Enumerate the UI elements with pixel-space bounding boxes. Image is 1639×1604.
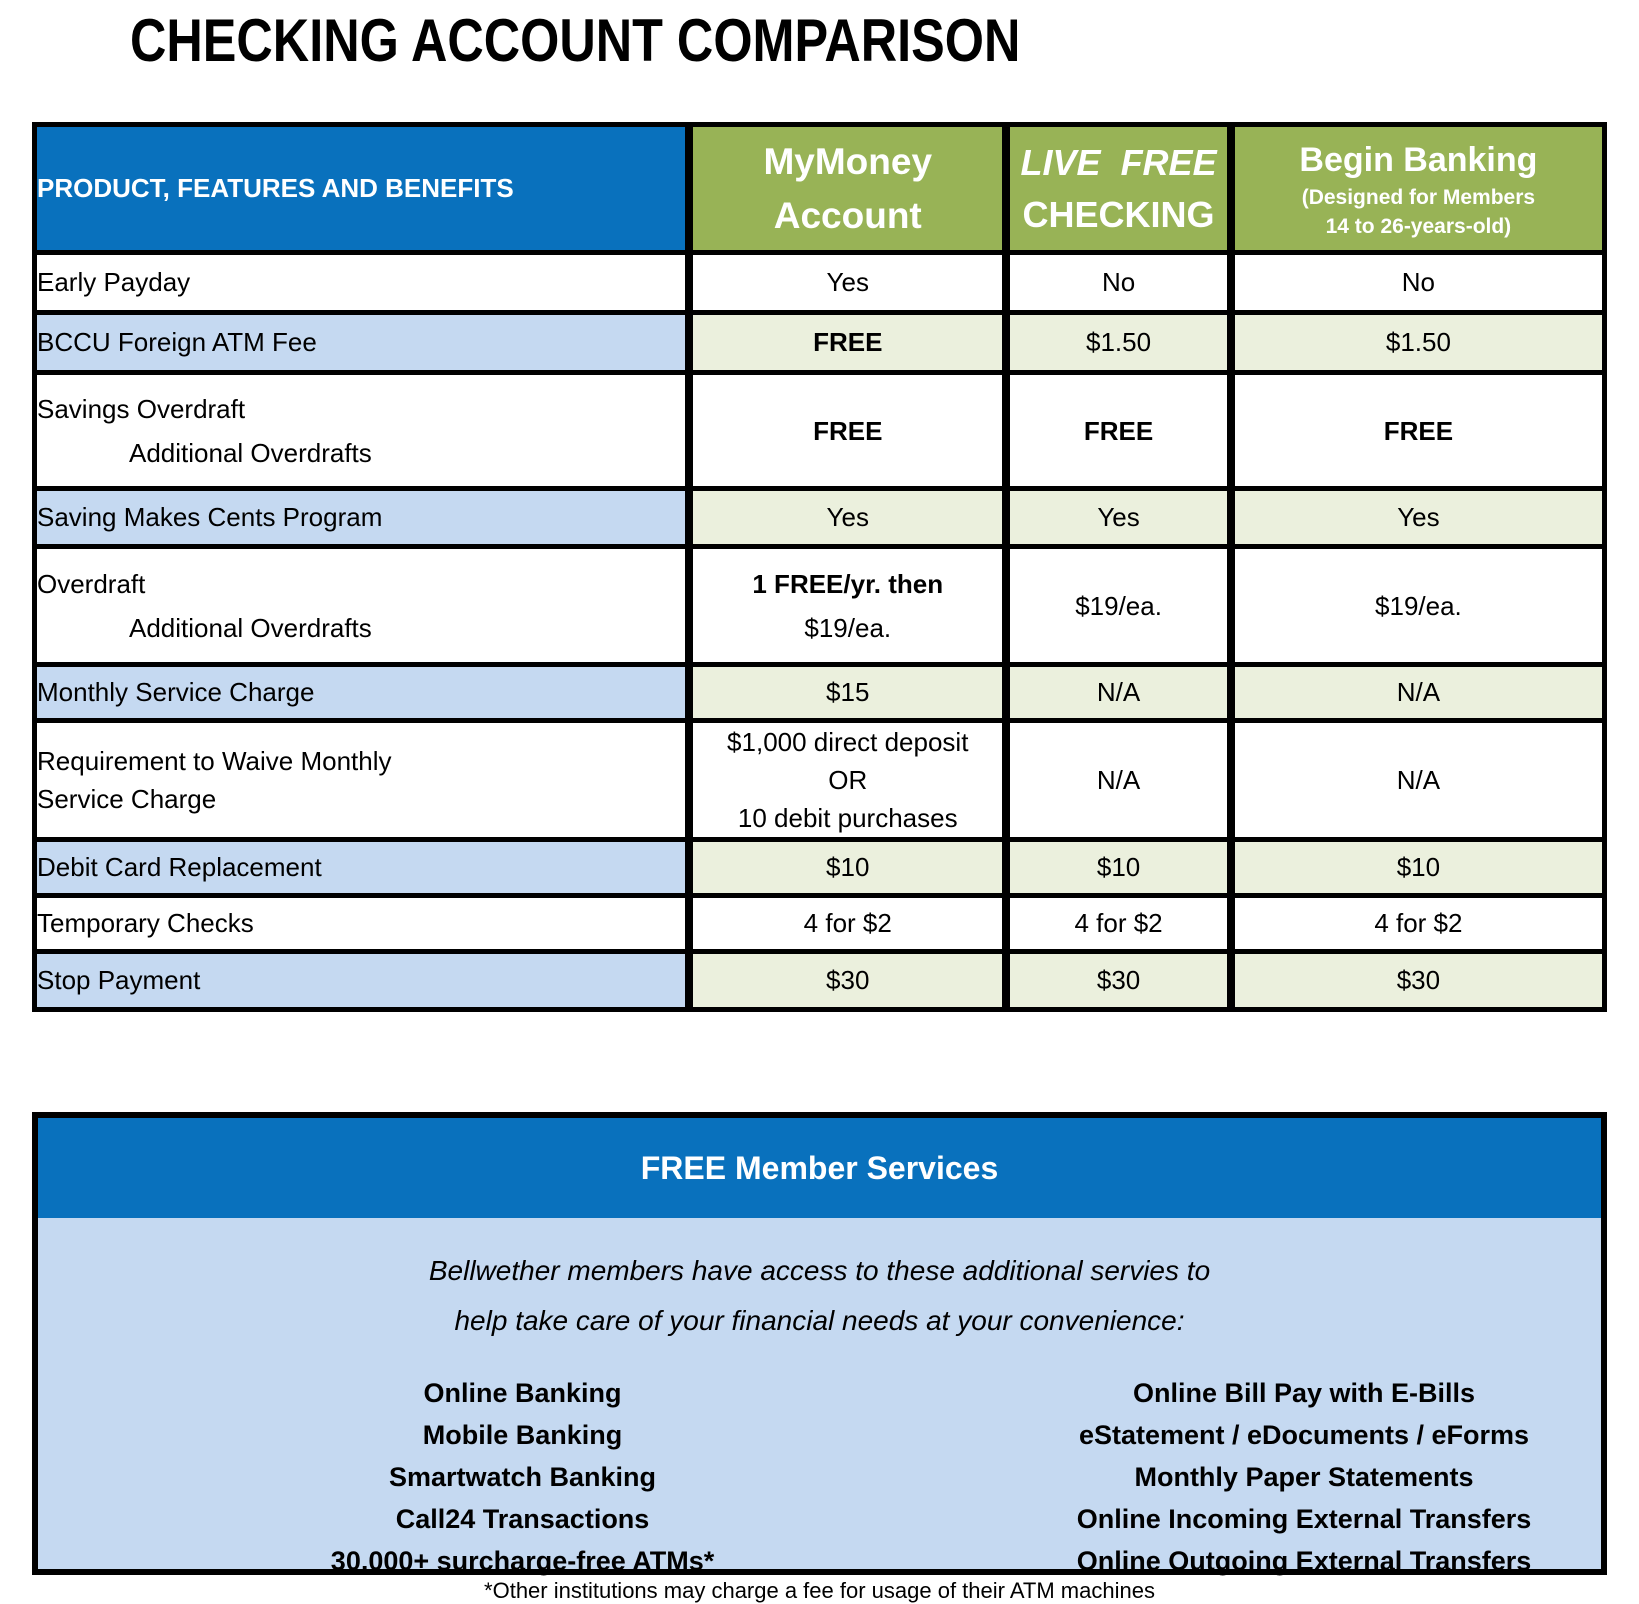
row-value <box>1231 253 1605 313</box>
row-value-line: FREE <box>1083 415 1154 446</box>
row-value <box>1006 896 1231 952</box>
livefree-line1: LIVE FREE <box>1020 141 1217 183</box>
row-value <box>1006 313 1231 373</box>
row-value-line: 4 for $2 <box>803 908 892 938</box>
row-value <box>1231 896 1605 952</box>
row-value-line: 1 FREE/yr. then <box>752 568 944 599</box>
service-item: Call24 Transactions <box>395 1504 650 1534</box>
row-label <box>35 253 690 313</box>
row-value-line: Yes <box>826 267 869 297</box>
row-value <box>1231 665 1605 721</box>
row-value <box>1006 952 1231 1010</box>
row-label-line: BCCU Foreign ATM Fee <box>37 327 317 357</box>
table-row <box>35 721 1605 840</box>
row-value <box>1006 665 1231 721</box>
row-value-line: No <box>1401 267 1436 297</box>
row-label-line: Stop Payment <box>37 965 201 995</box>
row-value <box>689 665 1006 721</box>
row-label <box>35 896 690 952</box>
row-label <box>35 489 690 547</box>
page-title: CHECKING ACCOUNT COMPARISON <box>130 7 1021 74</box>
row-label <box>35 547 690 665</box>
row-label-line: Saving Makes Cents Program <box>37 502 383 532</box>
row-value-line: $15 <box>826 677 870 707</box>
row-value <box>689 547 1006 665</box>
row-value-line: $10 <box>1096 852 1141 882</box>
service-item: Online Banking <box>423 1378 622 1408</box>
row-value-line: Yes <box>1397 502 1440 532</box>
row-value-line: FREE <box>813 415 883 446</box>
free-member-services-title: FREE Member Services <box>38 1118 1601 1218</box>
header-begin-banking <box>1231 125 1605 253</box>
row-label-line: Monthly Service Charge <box>37 677 315 707</box>
table-row <box>35 373 1605 489</box>
row-value-line: No <box>1101 267 1136 297</box>
row-value <box>1231 547 1605 665</box>
services-lists <box>38 1372 1601 1582</box>
table-row <box>35 665 1605 721</box>
row-value-line: N/A <box>1096 677 1141 707</box>
row-value <box>1231 313 1605 373</box>
row-value-line: $1.50 <box>1385 327 1451 357</box>
services-intro <box>38 1246 1601 1346</box>
row-label-line: Savings Overdraft <box>37 393 246 424</box>
row-label <box>35 952 690 1010</box>
row-value <box>1231 489 1605 547</box>
row-value-line: Yes <box>1097 502 1140 532</box>
row-value <box>689 373 1006 489</box>
table-row <box>35 952 1605 1010</box>
atm-footnote: *Other institutions may charge a fee for usage of their ATM machines <box>484 1578 1155 1603</box>
service-item: eStatement / eDocuments / eForms <box>1078 1420 1530 1450</box>
row-value-line: $19/ea. <box>1375 590 1462 621</box>
row-value-line: FREE <box>813 327 883 357</box>
row-value <box>689 840 1006 896</box>
begin-banking-title: Begin Banking <box>1299 140 1538 179</box>
row-value-line: $30 <box>1096 965 1141 995</box>
row-value-line: $30 <box>826 965 870 995</box>
table-row <box>35 896 1605 952</box>
mymoney-line2: Account <box>773 194 922 236</box>
row-value-line: 4 for $2 <box>1074 908 1163 938</box>
checking-comparison-table <box>32 122 1607 1012</box>
services-intro-line1: Bellwether members have access to these additional servies to <box>428 1255 1211 1286</box>
row-value-line: FREE <box>1383 415 1454 446</box>
service-item: 30,000+ surcharge-free ATMs* <box>330 1546 715 1576</box>
table-row <box>35 547 1605 665</box>
header-live-free-checking <box>1006 125 1231 253</box>
row-value-line: $19/ea. <box>804 612 892 643</box>
row-value <box>1231 721 1605 840</box>
header-mymoney-account <box>689 125 1006 253</box>
table-header-row <box>35 125 1605 253</box>
mymoney-line1: MyMoney <box>763 140 933 182</box>
row-value-line: $1.50 <box>1086 327 1152 357</box>
row-value <box>1231 840 1605 896</box>
row-value-line: OR <box>828 765 868 795</box>
row-label <box>35 373 690 489</box>
row-value <box>689 896 1006 952</box>
row-label <box>35 840 690 896</box>
row-value-line: N/A <box>1396 765 1441 795</box>
service-item: Monthly Paper Statements <box>1134 1462 1474 1492</box>
service-item: Online Bill Pay with E-Bills <box>1132 1378 1476 1408</box>
row-label-line: Additional Overdrafts <box>129 437 372 468</box>
row-label-line: Overdraft <box>37 568 146 599</box>
service-item: Mobile Banking <box>422 1420 623 1450</box>
service-item: Online Outgoing External Transfers <box>1076 1546 1532 1576</box>
row-value-line: N/A <box>1396 677 1441 707</box>
row-value-line: N/A <box>1096 765 1141 795</box>
table-row <box>35 840 1605 896</box>
free-member-services-box <box>32 1112 1607 1575</box>
row-value <box>1006 373 1231 489</box>
row-label-line: Debit Card Replacement <box>37 852 322 882</box>
row-value <box>1231 952 1605 1010</box>
row-label-line: Early Payday <box>37 267 191 297</box>
row-label <box>35 721 690 840</box>
row-value-line: $19/ea. <box>1075 590 1162 621</box>
row-value <box>1006 253 1231 313</box>
table-body <box>35 253 1605 1010</box>
row-value-line: $1,000 direct deposit <box>727 727 969 757</box>
begin-banking-subtitle-line1: (Designed for Members <box>1301 185 1536 209</box>
row-value <box>689 952 1006 1010</box>
row-value-line: 10 debit purchases <box>737 803 958 833</box>
services-intro-line2: help take care of your financial needs at your convenience: <box>454 1305 1185 1336</box>
row-value <box>689 253 1006 313</box>
row-label <box>35 313 690 373</box>
row-value <box>1231 373 1605 489</box>
table-row <box>35 313 1605 373</box>
row-value <box>1006 721 1231 840</box>
row-value <box>1006 489 1231 547</box>
row-label-line: Service Charge <box>37 784 217 814</box>
livefree-line2: CHECKING <box>1022 193 1215 235</box>
services-right-column <box>1007 1372 1601 1582</box>
row-label <box>35 665 690 721</box>
service-item: Smartwatch Banking <box>388 1462 657 1492</box>
row-value-line: Yes <box>826 502 869 532</box>
row-label-line: Temporary Checks <box>37 908 254 938</box>
row-value-line: 4 for $2 <box>1374 908 1463 938</box>
begin-banking-subtitle-line2: 14 to 26-years-old) <box>1325 214 1512 238</box>
row-value <box>689 313 1006 373</box>
row-value <box>1006 840 1231 896</box>
row-value <box>689 721 1006 840</box>
row-value-line: $10 <box>826 852 870 882</box>
service-item: Online Incoming External Transfers <box>1076 1504 1532 1534</box>
row-value <box>1006 547 1231 665</box>
table-row <box>35 253 1605 313</box>
header-product-features-benefits: PRODUCT, FEATURES AND BENEFITS <box>35 125 690 253</box>
row-value-line: $10 <box>1396 852 1441 882</box>
row-value-line: $30 <box>1396 965 1441 995</box>
row-label-line: Additional Overdrafts <box>129 612 372 643</box>
row-label-line: Requirement to Waive Monthly <box>37 746 392 776</box>
table-row <box>35 489 1605 547</box>
services-left-column <box>38 1372 1007 1582</box>
row-value <box>689 489 1006 547</box>
